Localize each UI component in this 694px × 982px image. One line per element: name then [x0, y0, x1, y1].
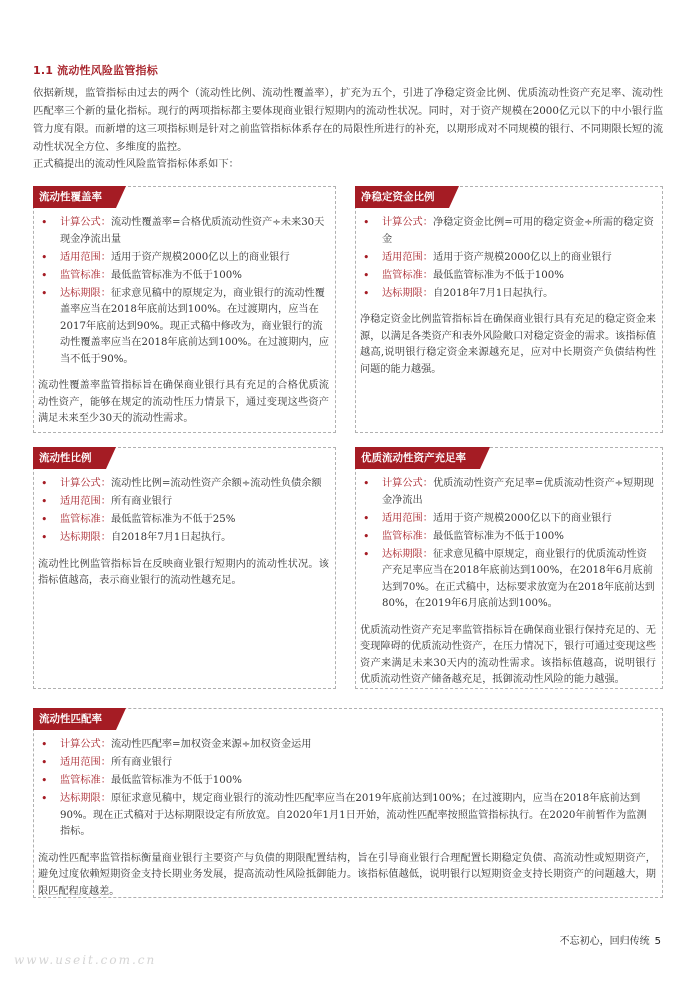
lcr-title: 流动性覆盖率 [33, 186, 116, 208]
list-item: • 计算公式：流动性匹配率=加权资金来源÷加权资金运用 [38, 737, 656, 754]
lr-list [38, 476, 329, 547]
list-item: • 计算公式：流动性比例=流动性资产余额÷流动性负债余额 [38, 476, 329, 493]
list-item: • 计算公式：优质流动性资产充足率=优质流动性资产÷短期现金净流出 [360, 476, 656, 509]
list-item: • 计算公式：流动性覆盖率=合格优质流动性资产÷未来30天现金净流出量 [38, 215, 329, 248]
hqla-description: 优质流动性资产充足率监管指标旨在确保商业银行保持充足的、无变现障碍的优质流动性资产，在压力情况下，银行可通过变现这些资产来满足未来30天内的流动性需求。该指标值越高，说明银行优质流动性资产储备越充足，抵御流动性风险的能力越强。 [360, 624, 656, 685]
watermark: www.useit.com.cn [14, 953, 157, 967]
intro-paragraph: 依据新规，监管指标由过去的两个（流动性比例、流动性覆盖率），扩充为五个，引进了净稳定资金比例、优质流动性资产充足率、流动性匹配率三个新的量化指标。现行的两项指标都主要体现商业银行短期内的流动性状况。同时，对于资产规模在2000亿元以下的中小银行监管力度有限。而新增的这三项指标则是针对之前监管指标体系存在的局限性所进行的补充，以期形成对不同规模的银行、不同期限长短的流动性状况全方位、多维度的监控。 [33, 87, 663, 153]
lr-description: 流动性比例监管指标旨在反映商业银行短期内的流动性状况。该指标值越高，表示商业银行的流动性越充足。 [38, 558, 329, 586]
list-item: • 达标期限：征求意见稿中原规定，商业银行的优质流动性资产充足率应当在2018年底前达到100%，在2018年6月底前达到70%。在正式稿中，达标要求放宽为在2018年底前达到80%，在2019年6月底前达到100%。 [360, 547, 656, 613]
list-item: • 计算公式：净稳定资金比例=可用的稳定资金÷所需的稳定资金 [360, 215, 656, 248]
hqla-box [355, 447, 663, 689]
lcr-list [38, 215, 329, 368]
lmr-box [33, 708, 663, 898]
hqla-list [360, 476, 656, 613]
list-item: • 达标期限：原征求意见稿中，规定商业银行的流动性匹配率应当在2019年底前达到100%；在过渡期内，应当在2018年底前达到90%。现在正式稿对于达标期限设定有所放宽。自2020年1月1日开始，流动性匹配率按照监管指标执行。在2020年前暂作为监测指标。 [38, 791, 656, 841]
list-item: • 监管标准：最低监管标准为不低于100% [360, 268, 656, 285]
lmr-list [38, 737, 656, 841]
footer-slogan: 不忘初心，回归传统 [559, 936, 650, 947]
page-footer [560, 932, 661, 947]
section-title: 1.1 流动性风险监管指标 [33, 64, 158, 77]
list-item: • 适用范围：所有商业银行 [38, 494, 329, 511]
lcr-description: 流动性覆盖率监管指标旨在确保商业银行具有充足的合格优质流动性资产，能够在规定的流动性压力情景下，通过变现这些资产满足未来至少30天的流动性需求。 [38, 380, 329, 424]
list-item: • 监管标准：最低监管标准为不低于100% [38, 268, 329, 285]
list-item: • 监管标准：最低监管标准为不低于100% [38, 773, 656, 790]
list-item: • 适用范围：适用于资产规模2000亿以上的商业银行 [38, 250, 329, 267]
nsfr-description: 净稳定资金比例监管指标旨在确保商业银行具有充足的稳定资金来源，以满足各类资产和表外风险敞口对稳定资金的需求。该指标值越高,说明银行稳定资金来源越充足，应对中长期资产负债结构性问题的能力越强。 [360, 314, 656, 375]
nsfr-box [355, 186, 663, 433]
list-item: • 监管标准：最低监管标准为不低于25% [38, 512, 329, 529]
list-item: • 适用范围：所有商业银行 [38, 755, 656, 772]
list-item: • 适用范围：适用于资产规模2000亿以上的商业银行 [360, 250, 656, 267]
list-item: • 达标期限：自2018年7月1日起执行。 [360, 286, 656, 303]
list-item: • 达标期限：征求意见稿中的原规定为，商业银行的流动性覆盖率应当在2018年底前达到100%。在过渡期内，应当在2017年底前达到90%。现正式稿中修改为，商业银行的流动性覆盖率应当在2018年底前达到100%。在过渡期内，应当不低于90%。 [38, 286, 329, 369]
nsfr-title: 净稳定资金比例 [355, 186, 449, 208]
page-number: 5 [654, 936, 661, 947]
lmr-description: 流动性匹配率监管指标衡量商业银行主要资产与负债的期限配置结构，旨在引导商业银行合理配置长期稳定负债、高流动性或短期资产，避免过度依赖短期资金支持长期业务发展，提高流动性风险抵御能力。该指标值越低，说明银行以短期资金支持长期资产的问题越大，期限匹配程度越差。 [38, 852, 656, 897]
lr-box [33, 447, 336, 689]
lead-sentence: 正式稿提出的流动性风险监管指标体系如下： [33, 158, 239, 170]
list-item: • 适用范围：适用于资产规模2000亿以下的商业银行 [360, 511, 656, 528]
lr-title: 流动性比例 [33, 447, 106, 469]
list-item: • 监管标准：最低监管标准为不低于100% [360, 529, 656, 546]
lmr-title: 流动性匹配率 [33, 708, 116, 730]
lcr-box [33, 186, 336, 433]
hqla-title: 优质流动性资产充足率 [355, 447, 480, 469]
nsfr-list [360, 215, 656, 302]
list-item: • 达标期限：自2018年7月1日起执行。 [38, 530, 329, 547]
